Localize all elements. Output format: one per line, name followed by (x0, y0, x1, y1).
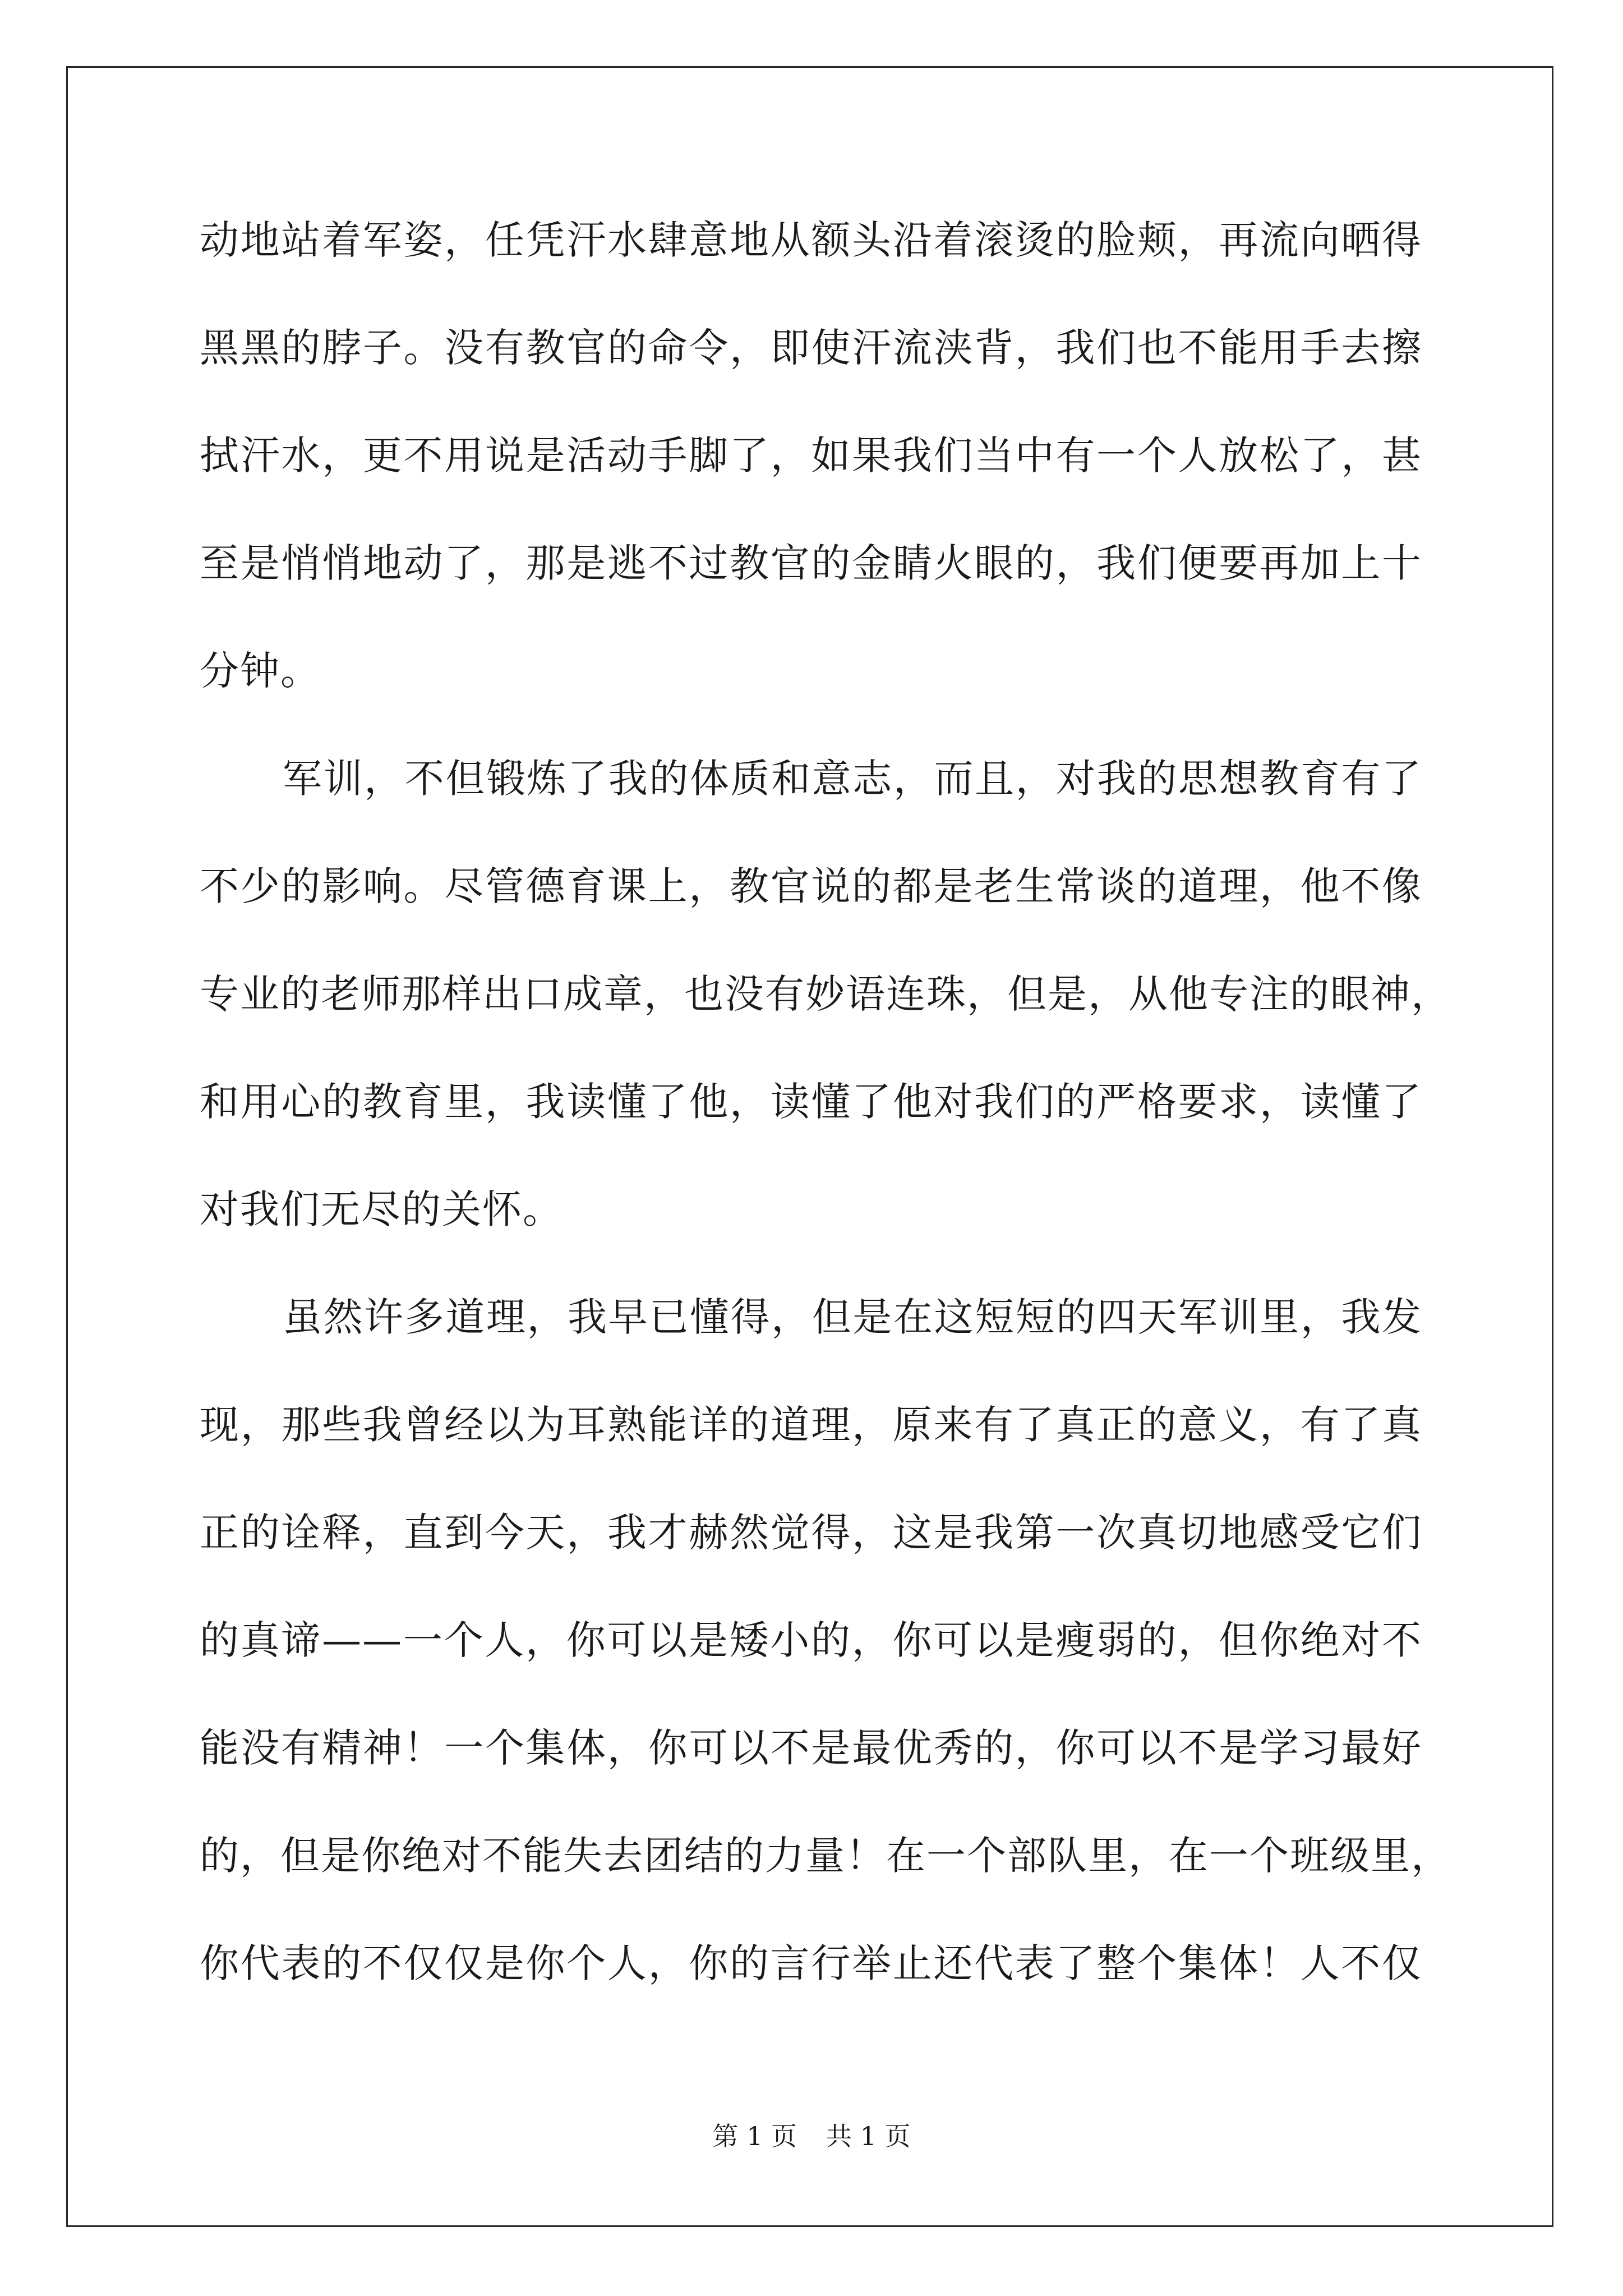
text-line: 黑黑的脖子。没有教官的命令，即使汗流浃背，我们也不能用手去擦 (200, 325, 1422, 371)
text-line: 对我们无尽的关怀。 (200, 1186, 563, 1232)
text-line: 至是悄悄地动了，那是逃不过教官的金睛火眼的，我们便要再加上十 (200, 540, 1422, 586)
text-line: 动地站着军姿，任凭汗水肆意地从额头沿着滚烫的脸颊，再流向晒得 (200, 217, 1422, 263)
text-line: 的，但是你绝对不能失去团结的力量！在一个部队里，在一个班级里， (200, 1833, 1451, 1879)
text-line: 能没有精神！一个集体，你可以不是最优秀的，你可以不是学习最好 (200, 1725, 1422, 1771)
text-line: 军训，不但锻炼了我的体质和意志，而且，对我的思想教育有了 (283, 756, 1422, 802)
document-body (200, 213, 1451, 2044)
text-line: 现，那些我曾经以为耳熟能详的道理，原来有了真正的意义，有了真 (200, 1402, 1422, 1448)
text-line: 和用心的教育里，我读懂了他，读懂了他对我们的严格要求，读懂了 (200, 1079, 1422, 1125)
text-line: 分钟。 (200, 648, 321, 694)
text-line: 专业的老师那样出口成章，也没有妙语连珠，但是，从他专注的眼神， (200, 971, 1451, 1017)
text-line: 拭汗水，更不用说是活动手脚了，如果我们当中有一个人放松了，甚 (200, 432, 1422, 478)
page-total: 共 1 页 (826, 2121, 911, 2151)
text-line: 你代表的不仅仅是你个人，你的言行举止还代表了整个集体！人不仅 (200, 1940, 1422, 1986)
text-line: 虽然许多道理，我早已懂得，但是在这短短的四天军训里，我发 (283, 1294, 1422, 1340)
text-line: 正的诠释，直到今天，我才赫然觉得，这是我第一次真切地感受它们 (200, 1510, 1422, 1556)
text-line: 的真谛——一个人，你可以是矮小的，你可以是瘦弱的，但你绝对不 (200, 1617, 1422, 1663)
page-footer (0, 2119, 1623, 2153)
text-line: 不少的影响。尽管德育课上，教官说的都是老生常谈的道理，他不像 (200, 863, 1422, 909)
page-number: 第 1 页 (712, 2121, 797, 2151)
